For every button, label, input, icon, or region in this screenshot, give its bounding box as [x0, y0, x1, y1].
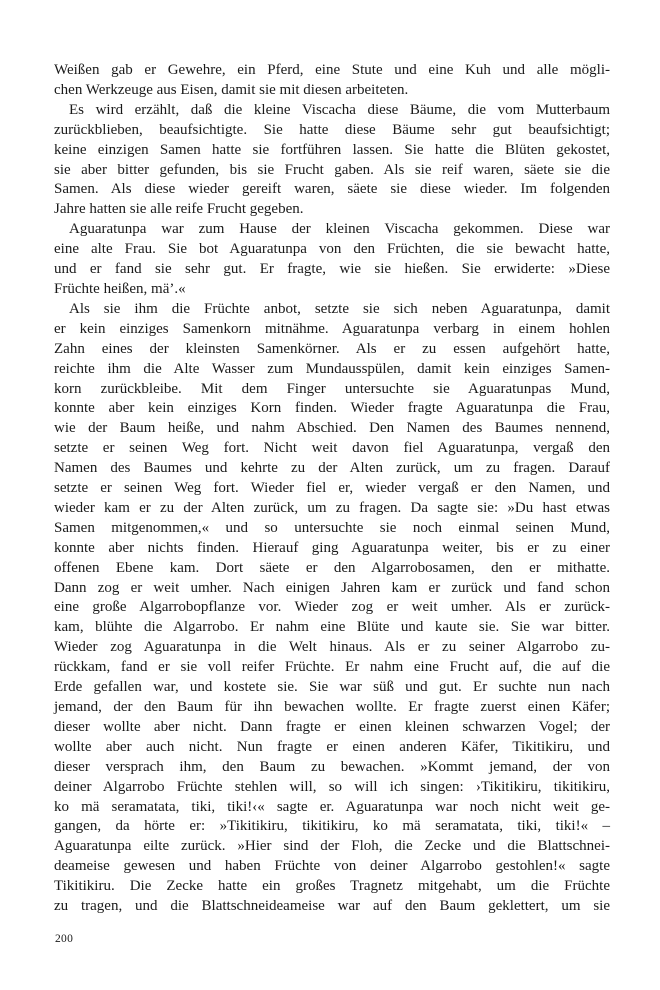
text-line: chen Werkzeuge aus Eisen, damit sie mit diesen arbeiteten. [54, 81, 409, 98]
text-line: rückkam, fand er sie voll reifer Früchte. Er nahm eine Frucht auf, die auf die [54, 659, 610, 676]
text-line: wieder kam er zu der Alten zurück, um zu fragen. Da sagte sie: »Du hast etwas [54, 499, 610, 516]
text-line: gangen, da hörte er: »Tikitikiru, tikitikiru, ko mä seramatata, tiki, tiki!« – [54, 818, 610, 835]
paragraph [54, 220, 610, 300]
text-line: offenen Ebene kam. Dort säete er den Algarrobosamen, den er mithatte. [54, 559, 610, 576]
text-line: Dann zog er weit umher. Nach einigen Jahren kam er zurück und fand schon [54, 579, 610, 596]
text-line: sie aber bitter gefunden, bis sie Frucht gaben. Als sie reif waren, säete sie die [54, 161, 610, 178]
text-line: deiner Algarrobo Früchte stehlen will, so will ich singen: ›Tikitikiru, tikitikiru, [54, 778, 610, 795]
text-line: deameise gewesen und haben Früchte von deiner Algarrobo gestohlen!« sagte [54, 858, 610, 875]
text-line: Erde gefallen war, und kostete sie. Sie war süß und gut. Er suchte nun nach [54, 679, 610, 696]
text-line: Jahre hatten sie alle reife Frucht gegeben. [54, 201, 304, 218]
text-line: Es wird erzählt, daß die kleine Viscacha diese Bäume, die vom Mutterbaum [69, 101, 610, 118]
text-line: Tikitikiru. Die Zecke hatte ein großes Tragnetz mitgehabt, um die Früchte [54, 878, 610, 895]
text-line: dieser versprach ihm, den Baum zu bewachen. »Kommt jemand, der von [54, 758, 610, 775]
text-line: konnte aber nichts finden. Hierauf ging Aguaratunpa weiter, bis er zu einer [54, 539, 610, 556]
text-line: keine einzigen Samen hatte sie fortführen lassen. Sie hatte die Blüten gekostet, [54, 141, 610, 158]
page-text-block [54, 61, 610, 917]
text-line: und er fand sie sehr gut. Er fragte, wie sie hießen. Sie erwiderte: »Diese [54, 261, 610, 278]
text-line: Namen des Baumes und kehrte zu der Alten zurück, um zu fragen. Darauf [54, 460, 610, 477]
text-line: eine alte Frau. Sie bot Aguaratunpa von den Früchten, die sie bewacht hatte, [54, 241, 610, 258]
text-line: konnte aber kein einziges Korn finden. Wieder fragte Aguaratunpa die Frau, [54, 400, 610, 417]
text-line: wollte aber auch nicht. Nun fragte er einen anderen Käfer, Tikitikiru, und [54, 738, 610, 755]
text-line: er kein einziges Samenkorn mitnähme. Aguaratunpa verbarg in einem hohlen [54, 320, 610, 337]
page-number: 200 [55, 933, 74, 945]
text-line: Zahn eines der kleinsten Samenkörner. Als er zu essen aufgehört hatte, [54, 340, 610, 357]
text-line: Samen. Als diese wieder gereift waren, säete sie diese wieder. Im folgenden [54, 181, 610, 198]
text-line: reichte ihm die Alte Wasser zum Mundausspülen, damit kein einziges Samen- [54, 360, 610, 377]
text-line: zurückblieben, beaufsichtigte. Sie hatte diese Bäume sehr gut beaufsichtigt; [54, 121, 610, 138]
paragraph [54, 101, 610, 220]
text-line: eine große Algarrobopflanze vor. Wieder zog er weit umher. Als er zurück- [54, 599, 610, 616]
text-line: setzte er seinen Weg fort. Nicht weit davon fiel Aguaratunpa, vergaß den [54, 440, 610, 457]
text-line: wie der Baum heiße, und nahm Abschied. Den Namen des Baumes nennend, [54, 420, 610, 437]
text-line: zu tragen, und die Blattschneideameise war auf den Baum geklettert, um sie [54, 898, 610, 915]
text-line: kam, blühte die Algarrobo. Er nahm eine Blüte und kaute sie. Sie war bitter. [54, 619, 610, 636]
paragraph [54, 300, 610, 917]
text-line: Aguaratunpa eilte zurück. »Hier sind der Floh, die Zecke und die Blattschnei- [54, 838, 610, 855]
text-line: korn zurückbleibe. Mit dem Finger untersuchte sie Aguaratunpas Mund, [54, 380, 610, 397]
text-line: ko mä seramatata, tiki, tiki!‹« sagte er. Aguaratunpa war noch nicht weit ge- [54, 798, 610, 815]
text-line: Aguaratunpa war zum Hause der kleinen Viscacha gekommen. Diese war [69, 221, 610, 238]
text-line: setzte er seinen Weg fort. Wieder fiel er, wieder vergaß er den Namen, und [54, 480, 610, 497]
text-line: Früchte heißen, mä’.« [54, 280, 186, 297]
text-line: Als sie ihm die Früchte anbot, setzte sie sich neben Aguaratunpa, damit [69, 300, 610, 317]
text-line: Samen mitgenommen,« und so untersuchte sie noch einmal seinen Mund, [54, 519, 610, 536]
text-line: Wieder zog Aguaratunpa in die Welt hinaus. Als er zu seiner Algarrobo zu- [54, 639, 610, 656]
text-line: dieser wollte aber nicht. Dann fragte er einen kleinen schwarzen Vogel; der [54, 718, 610, 735]
text-line: Weißen gab er Gewehre, ein Pferd, eine Stute und eine Kuh und alle mögli- [54, 62, 610, 78]
paragraph [54, 61, 610, 101]
text-line: jemand, der den Baum für ihn bewachen wollte. Er fragte zuerst einen Käfer; [54, 699, 610, 715]
